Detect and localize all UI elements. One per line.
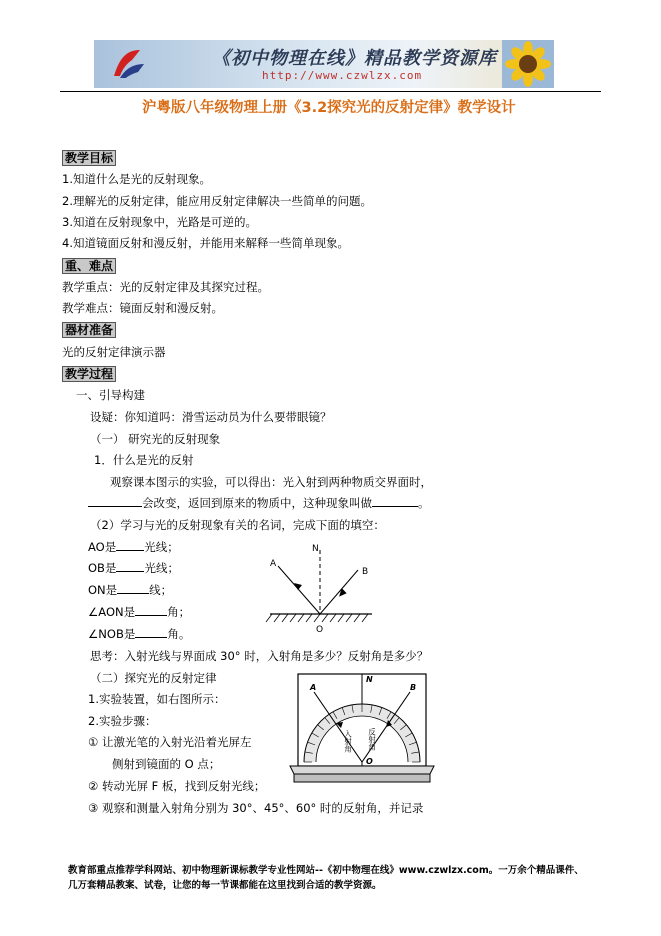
answer-blank[interactable] — [372, 496, 418, 507]
label-a: A — [310, 683, 317, 692]
process-line-what-is-reflection: 1．什么是光的反射 — [94, 453, 194, 467]
label-reflect-angle: 反射角 — [367, 728, 377, 751]
label-n: N — [366, 675, 373, 684]
reflection-diagram — [262, 540, 382, 636]
label-o: O — [366, 757, 373, 766]
process-line-part1: （一） 研究光的反射现象 — [90, 432, 221, 446]
reflection-apparatus-diagram — [286, 670, 438, 788]
goal-item-4: 4.知道镜面反射和漫反射，并能用来解释一些简单现象。 — [62, 236, 349, 250]
fill-aon: ∠AON是 角； — [88, 605, 191, 619]
answer-blank[interactable] — [116, 540, 144, 551]
footer-line-2: 几万套精品教案、试卷，让您的每一节课都能在这里找到合适的教学资源。 — [68, 880, 382, 891]
goal-item-2: 2.理解光的反射定律，能应用反射定律解决一些简单的问题。 — [62, 194, 372, 208]
mirror-base — [290, 766, 434, 774]
answer-blank[interactable] — [88, 496, 142, 507]
process-line-part2: （二）探究光的反射定律 — [90, 671, 217, 685]
banner-url[interactable]: http://www.czwlzx.com — [262, 69, 423, 82]
section-heading-process: 教学过程 — [62, 366, 116, 382]
label-n: N — [312, 544, 319, 554]
fill-on: ON是 线； — [88, 583, 173, 597]
fill-ob: OB是 光线； — [88, 561, 179, 575]
document-title: 沪粤版八年级物理上册《3.2探究光的反射定律》教学设计 — [142, 100, 516, 116]
label-b: B — [362, 567, 369, 577]
section-heading-key-points: 重、难点 — [62, 258, 116, 274]
answer-blank[interactable] — [117, 583, 149, 594]
label-a: A — [270, 559, 277, 569]
footer-line-1: 教育部重点推荐学科网站、初中物理新课标教学专业性网站--《初中物理在线》www.czwlzx.com。一万余个精品课件、 — [68, 865, 584, 876]
key-point-item-2: 教学难点：镜面反射和漫反射。 — [62, 301, 223, 315]
incident-arrow-icon — [294, 583, 302, 590]
step-2: ② 转动光屏 F 板，找到反射光线； — [88, 779, 266, 793]
process-line-terms: （2）学习与光的反射现象有关的名词，完成下面的填空： — [90, 518, 385, 532]
site-logo-icon — [110, 46, 146, 82]
process-line-intro: 一、引导构建 — [76, 388, 145, 402]
key-point-item-1: 教学重点：光的反射定律及其探究过程。 — [62, 280, 269, 294]
equipment-item-1: 光的反射定律演示器 — [62, 345, 166, 359]
answer-blank[interactable] — [116, 561, 144, 572]
goal-item-3: 3.知道在反射现象中，光路是可逆的。 — [62, 215, 257, 229]
process-line-fill-reflection: 会改变，返回到原来的物质中，这种现象叫做 。 — [88, 495, 430, 511]
process-line-steps: 2.实验步骤： — [88, 714, 157, 728]
sunflower-icon — [502, 40, 554, 88]
process-line-observe: 观察课本图示的实验，可以得出：光入射到两种物质交界面时， — [110, 475, 432, 489]
step-1-cont: 侧射到镜面的 O 点； — [112, 757, 221, 771]
answer-blank[interactable] — [135, 627, 167, 638]
process-line-question: 设疑：你知道吗：滑雪运动员为什么要带眼镜？ — [90, 410, 332, 424]
footer — [68, 863, 584, 893]
label-incident-angle: 入射角 — [343, 730, 353, 753]
fill-nob: ∠NOB是 角。 — [88, 627, 191, 641]
banner-title: 《初中物理在线》精品教学资源库 — [212, 48, 497, 69]
goal-item-1: 1.知道什么是光的反射现象。 — [62, 172, 211, 186]
section-heading-equipment: 器材准备 — [62, 322, 116, 338]
header-rule — [60, 91, 601, 92]
answer-blank[interactable] — [135, 605, 167, 616]
section-heading-goals: 教学目标 — [62, 150, 116, 166]
label-b: B — [410, 683, 417, 692]
label-o: O — [316, 625, 324, 635]
fill-ao: AO是 光线； — [88, 540, 179, 554]
step-3: ③ 观察和测量入射角分别为 30°、45°、60° 时的反射角，并记录 — [88, 801, 424, 815]
step-1: ① 让激光笔的入射光沿着光屏左 — [88, 735, 252, 749]
mirror-hatching — [266, 614, 368, 622]
header-banner — [94, 40, 554, 88]
process-line-think: 思考：入射光线与界面成 30° 时，入射角是多少？反射角是多少？ — [90, 649, 429, 663]
process-line-apparatus: 1.实验装置，如右图所示： — [88, 692, 226, 706]
reflected-ray — [320, 570, 358, 614]
incident-ray — [278, 566, 320, 614]
